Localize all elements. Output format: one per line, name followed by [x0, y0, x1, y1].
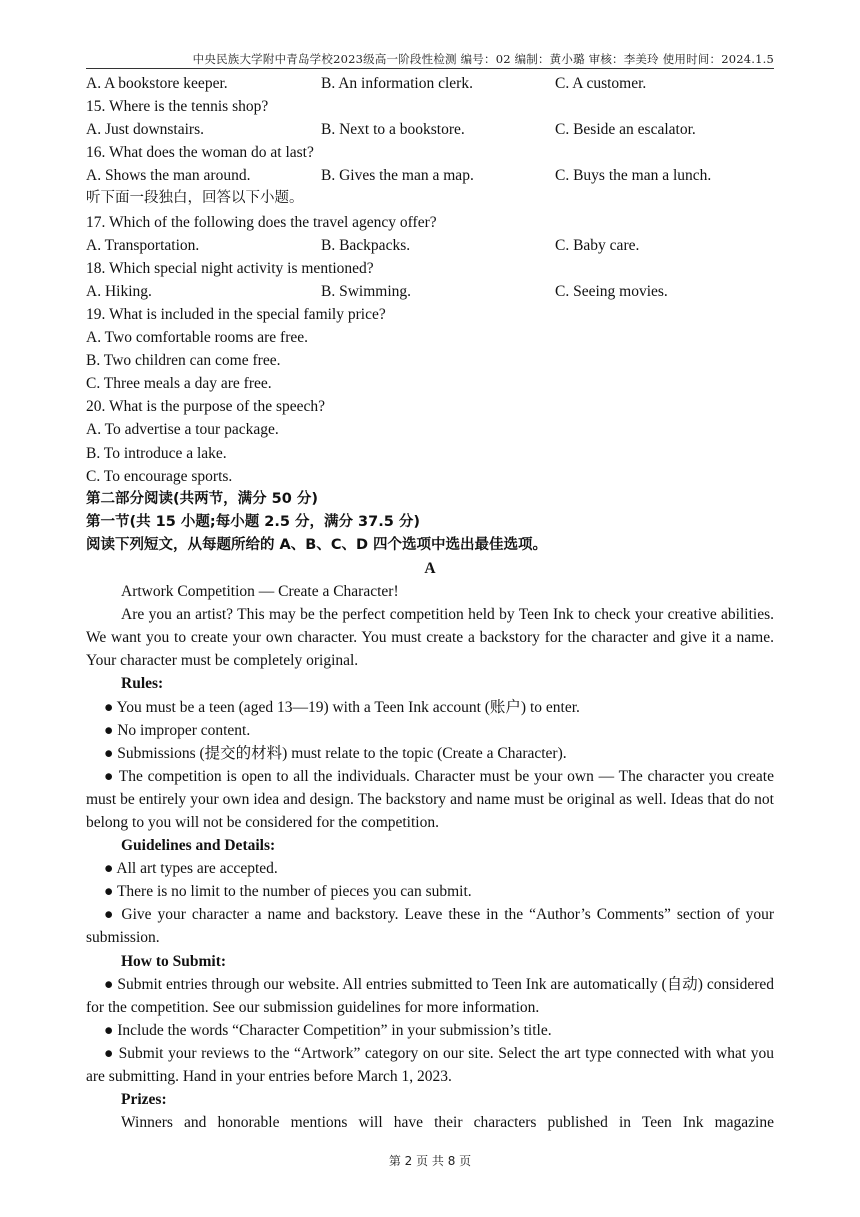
q18-option-b: B. Swimming. [321, 282, 412, 300]
rule-item-3: ● Submissions (提交的材料) must relate to the topic (Create a Character). [104, 744, 567, 762]
q14-option-c: C. A customer. [555, 75, 647, 92]
reading-part-title: 第二部分阅读(共两节，满分 50 分) [86, 490, 319, 507]
rules-heading: Rules: [121, 675, 164, 693]
q17-question: 17. Which of the following does the travel agency offer? [86, 213, 437, 231]
guidelines-heading: Guidelines and Details: [121, 837, 276, 855]
q14-option-b: B. An information clerk. [321, 75, 473, 92]
q17-option-a: A. Transportation. [86, 236, 200, 254]
q16-option-c: C. Buys the man a lunch. [555, 167, 712, 185]
q20-option-a: A. To advertise a tour package. [86, 421, 279, 439]
submit-item-3: ● Submit your reviews to the “Artwork” category on our site. Select the art type connected with what you are submitting. Hand in your entries before March 1, 2023. [86, 1044, 774, 1086]
q17-option-c: C. Baby care. [555, 236, 640, 254]
passage-intro-text: Are you an artist? This may be the perfect competition held by Teen Ink to check your creative abilities. We want you to create your own character. You must create a backstory for the character and give it a name. Your character must be completely original. [86, 606, 774, 670]
prizes-text: Winners and honorable mentions will have their characters published in Teen Ink magazine [121, 1114, 774, 1132]
rule-item-2: ● No improper content. [104, 721, 251, 739]
q19-question: 19. What is included in the special family price? [86, 305, 386, 323]
q19-option-b: B. Two children can come free. [86, 352, 281, 370]
q17-options [86, 234, 774, 257]
submit-item-1: ● Submit entries through our website. All entries submitted to Teen Ink are automatically (自动) considered for the competition. See our submission guidelines for more information. [86, 975, 774, 1016]
guideline-item-3: ● Give your character a name and backstory. Leave these in the “Author’s Comments” section of your submission. [86, 906, 774, 947]
q18-option-c: C. Seeing movies. [555, 282, 668, 300]
q14-option-a: A. A bookstore keeper. [86, 75, 228, 92]
q16-question: 16. What does the woman do at last? [86, 144, 314, 162]
reading-instruction: 阅读下列短文，从每题所给的 A、B、C、D 四个选项中选出最佳选项。 [86, 536, 548, 553]
header-divider [86, 68, 774, 69]
q18-option-a: A. Hiking. [86, 282, 152, 300]
page-content [86, 72, 774, 1134]
q19-option-a: A. Two comfortable rooms are free. [86, 329, 309, 347]
passage-title: Artwork Competition — Create a Character! [121, 583, 399, 601]
q18-question: 18. Which special night activity is mentioned? [86, 259, 374, 277]
guideline-item-2: ● There is no limit to the number of pieces you can submit. [104, 883, 472, 901]
passage-label: A [424, 559, 436, 577]
submit-item-2: ● Include the words “Character Competition” in your submission’s title. [104, 1021, 552, 1039]
q18-options [86, 280, 774, 303]
q16-option-b: B. Gives the man a map. [321, 167, 474, 185]
rule-item-4: ● The competition is open to all the individuals. Character must be your own — The character you create must be entirely your own idea and design. The backstory and name must be original as well. Ideas that do not belong to you will not be considered for the competition. [86, 767, 774, 831]
rule-item-1: ● You must be a teen (aged 13—19) with a Teen Ink account (账户) to enter. [104, 698, 580, 716]
q19-option-c: C. Three meals a day are free. [86, 375, 272, 393]
passage-intro [86, 603, 774, 672]
page-header: 中央民族大学附中青岛学校2023级高一阶段性检测 编号：02 编制：黄小璐 审核：李美玲 使用时间：2024.1.5 [192, 52, 774, 66]
q15-option-b: B. Next to a bookstore. [321, 121, 465, 139]
q15-question: 15. Where is the tennis shop? [86, 98, 269, 116]
q20-option-c: C. To encourage sports. [86, 467, 233, 485]
prizes-heading: Prizes: [121, 1091, 167, 1109]
monologue-instruction: 听下面一段独白，回答以下小题。 [86, 190, 304, 207]
submit-heading: How to Submit: [121, 952, 227, 970]
q15-options [86, 118, 774, 141]
guideline-item-1: ● All art types are accepted. [104, 860, 278, 878]
q15-option-c: C. Beside an escalator. [555, 121, 696, 139]
q20-question: 20. What is the purpose of the speech? [86, 398, 326, 416]
q17-option-b: B. Backpacks. [321, 236, 411, 254]
page-footer: 第 2 页 共 8 页 [388, 1154, 472, 1168]
q15-option-a: A. Just downstairs. [86, 121, 204, 139]
q16-options [86, 164, 774, 187]
q16-option-a: A. Shows the man around. [86, 167, 251, 185]
q14-options [86, 72, 774, 95]
q20-option-b: B. To introduce a lake. [86, 444, 227, 462]
reading-section-title: 第一节(共 15 小题;每小题 2.5 分，满分 37.5 分) [86, 513, 420, 530]
